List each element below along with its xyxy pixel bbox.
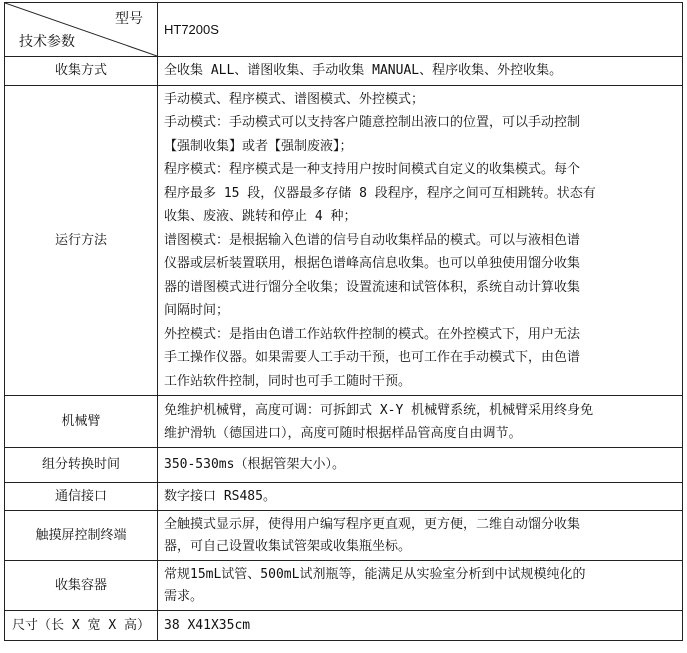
row-value xyxy=(158,561,683,611)
value-line: 程序最多 15 段，仪器最多存储 8 段程序，程序之间可互相跳转。状态有 xyxy=(164,185,596,201)
value-line: 手动模式、程序模式、谱图模式、外控模式； xyxy=(164,91,425,107)
value-line: 外控模式：是指由色谱工作站软件控制的模式。在外控模式下，用户无法 xyxy=(164,326,581,342)
row-value xyxy=(158,511,683,561)
value-line: 维护滑轨（德国进口），高度可随时根据样品管高度自由调节。 xyxy=(164,425,522,441)
row-value xyxy=(158,483,683,511)
row-value xyxy=(158,57,683,86)
row-value xyxy=(158,611,683,641)
value-line: 谱图模式：是根据输入色谱的信号自动收集样品的模式。可以与液相色谱 xyxy=(164,232,581,248)
model-value: HT7200S xyxy=(158,3,683,57)
row-label: 尺寸（长 X 宽 X 高） xyxy=(5,611,158,641)
row-container xyxy=(5,561,683,611)
row-switch-time xyxy=(5,448,683,483)
spec-table xyxy=(4,2,683,641)
row-arm xyxy=(5,396,683,448)
value-line: 间隔时间； xyxy=(164,303,230,319)
row-label: 收集容器 xyxy=(5,561,158,611)
model-label: 型号 xyxy=(115,11,143,27)
value-line: 仪器或层析装置联用，根据色谱峰高信息收集。也可以单独使用馏分收集 xyxy=(164,256,581,272)
row-label: 触摸屏控制终端 xyxy=(5,511,158,561)
row-label: 通信接口 xyxy=(5,483,158,511)
value-line: 数字接口 RS485。 xyxy=(164,488,276,504)
value-line: 程序模式：程序模式是一种支持用户按时间模式自定义的收集模式。每个 xyxy=(164,162,581,178)
value-line: 常规15mL试管、500mL试剂瓶等，能满足从实验室分析到中试规模纯化的 xyxy=(164,566,586,582)
value-line: 手工操作仪器。如果需要人工手动干预，也可工作在手动模式下，由色谱 xyxy=(164,350,581,366)
value-line: 手动模式：手动模式可以支持客户随意控制出液口的位置，可以手动控制 xyxy=(164,115,581,131)
value-line: 38 X41X35cm xyxy=(164,617,251,633)
row-value xyxy=(158,86,683,396)
diagonal-header-cell xyxy=(5,3,158,57)
param-label: 技术参数 xyxy=(19,34,75,50)
row-operation xyxy=(5,86,683,396)
row-label: 机械臂 xyxy=(5,396,158,448)
value-line: 350-530ms（根据管架大小）。 xyxy=(164,457,345,472)
row-label: 运行方法 xyxy=(5,86,158,396)
value-line: 全收集 ALL、谱图收集、手动收集 MANUAL、程序收集、外控收集。 xyxy=(164,63,563,78)
row-collection-modes xyxy=(5,57,683,86)
value-line: 全触摸式显示屏，使得用户编写程序更直观，更方便，二维自动馏分收集 xyxy=(164,516,581,532)
row-value xyxy=(158,448,683,483)
value-line: 器，可自己设置收集试管架或收集瓶坐标。 xyxy=(164,538,412,554)
value-line: 【强制收集】或者【强制废液】； xyxy=(164,138,353,154)
value-line: 需求。 xyxy=(164,588,204,604)
row-size xyxy=(5,611,683,641)
row-comm xyxy=(5,483,683,511)
value-line: 免维护机械臂，高度可调：可拆卸式 X-Y 机械臂系统，机械臂采用终身免 xyxy=(164,402,594,418)
row-label: 组分转换时间 xyxy=(5,448,158,483)
row-value xyxy=(158,396,683,448)
header-row xyxy=(5,3,683,57)
value-line: 器的谱图模式进行馏分全收集；设置流速和试管体积，系统自动计算收集 xyxy=(164,279,581,295)
value-line: 收集、废液、跳转和停止 4 种； xyxy=(164,209,357,225)
row-label: 收集方式 xyxy=(5,57,158,86)
row-touch xyxy=(5,511,683,561)
value-line: 工作站软件控制，同时也可手工随时干预。 xyxy=(164,373,412,389)
